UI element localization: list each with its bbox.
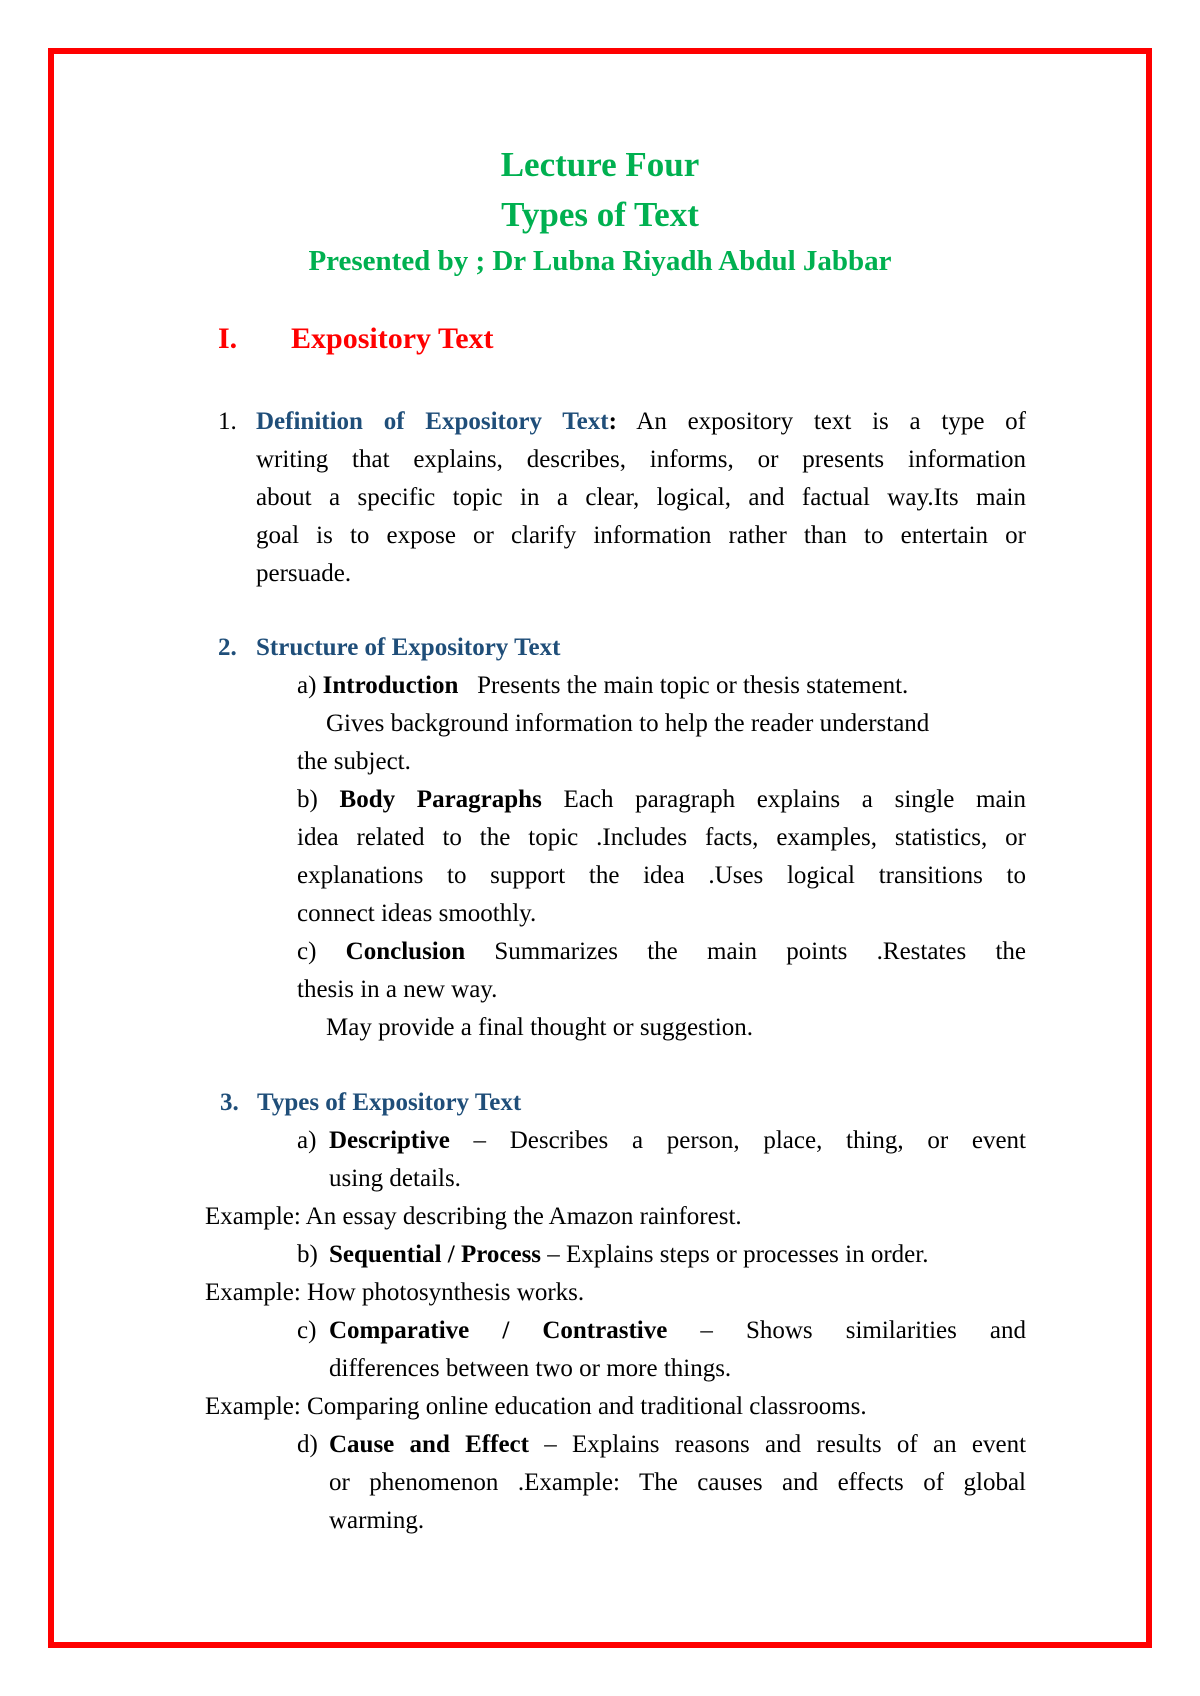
types-d-marker: d)	[297, 1431, 318, 1458]
types-b-example: Example: How photosynthesis works.	[205, 1279, 585, 1306]
structure-c-line-3: May provide a final thought or suggestion.	[326, 1014, 754, 1041]
structure-number: 2.	[218, 634, 237, 661]
structure-a-line-2: Gives background information to help the reader understand	[326, 710, 930, 737]
definition-line-5: persuade.	[256, 560, 352, 587]
structure-b-term: Body Paragraphs	[339, 786, 542, 813]
structure-a-marker: a)	[297, 672, 317, 699]
definition-text-1: An expository text is a type of	[636, 408, 1026, 435]
types-a-text-1: – Describes a person, place, thing, or event	[473, 1127, 1026, 1154]
types-number: 3.	[220, 1089, 239, 1116]
definition-colon: :	[608, 408, 617, 435]
definition-line-4: goal is to expose or clarify information rather than to entertain or	[256, 522, 1026, 549]
types-a-line-1	[329, 1126, 1026, 1156]
types-a-line-2: using details.	[329, 1165, 461, 1192]
types-c-term: Comparative / Contrastive	[329, 1317, 668, 1344]
types-c-example: Example: Comparing online education and traditional classrooms.	[205, 1393, 867, 1420]
section-title: Expository Text	[291, 322, 494, 355]
types-c-marker: c)	[297, 1317, 317, 1344]
definition-line-1	[256, 407, 1026, 437]
presenter-line: Presented by ; Dr Lubna Riyadh Abdul Jabbar	[308, 245, 892, 277]
types-heading: Types of Expository Text	[257, 1089, 522, 1116]
types-d-line-3: warming.	[329, 1507, 425, 1534]
types-c-line-1	[329, 1316, 1026, 1346]
structure-b-line-4: connect ideas smoothly.	[297, 900, 537, 927]
definition-line-2: writing that explains, describes, informs, or presents information	[256, 446, 1026, 473]
structure-b-line-2: idea related to the topic .Includes facts, examples, statistics, or	[297, 824, 1026, 851]
types-a-example: Example: An essay describing the Amazon rainforest.	[205, 1203, 742, 1230]
structure-heading: Structure of Expository Text	[256, 634, 561, 661]
structure-a-line-1	[297, 671, 908, 701]
structure-c-marker: c)	[297, 938, 317, 965]
structure-b-line-1	[297, 785, 1026, 815]
types-b-marker: b)	[297, 1241, 318, 1268]
types-b-line-1	[329, 1240, 928, 1270]
types-c-text-1: – Shows similarities and	[700, 1317, 1027, 1344]
types-d-line-1	[329, 1430, 1026, 1460]
lecture-title: Lecture Four	[500, 145, 700, 184]
structure-b-text-1: Each paragraph explains a single main	[563, 786, 1026, 813]
types-a-marker: a)	[297, 1127, 317, 1154]
structure-c-term: Conclusion	[345, 938, 466, 965]
types-b-term: Sequential / Process	[329, 1241, 542, 1268]
types-b-text-1: – Explains steps or processes in order.	[547, 1241, 929, 1268]
definition-number: 1.	[218, 408, 237, 435]
topic-title: Types of Text	[501, 195, 699, 234]
types-a-term: Descriptive	[329, 1127, 450, 1154]
structure-c-line-1	[297, 937, 1026, 967]
structure-a-line-3: the subject.	[297, 748, 411, 775]
types-c-line-2: differences between two or more things.	[329, 1355, 732, 1382]
types-d-text-1: – Explains reasons and results of an event	[544, 1431, 1027, 1458]
structure-c-text-1: Summarizes the main points .Restates the	[494, 938, 1026, 965]
definition-line-3: about a specific topic in a clear, logical, and factual way.Its main	[256, 484, 1026, 511]
structure-b-marker: b)	[297, 786, 318, 813]
types-d-term: Cause and Effect	[329, 1431, 529, 1458]
structure-b-line-3: explanations to support the idea .Uses logical transitions to	[297, 862, 1026, 889]
definition-label: Definition of Expository Text	[256, 408, 609, 435]
structure-a-term: Introduction	[322, 672, 459, 699]
structure-a-text-1: Presents the main topic or thesis statement.	[477, 672, 909, 699]
types-d-line-2: or phenomenon .Example: The causes and effects of global	[329, 1469, 1026, 1496]
structure-c-line-2: thesis in a new way.	[297, 976, 498, 1003]
section-numeral: I.	[218, 322, 238, 355]
